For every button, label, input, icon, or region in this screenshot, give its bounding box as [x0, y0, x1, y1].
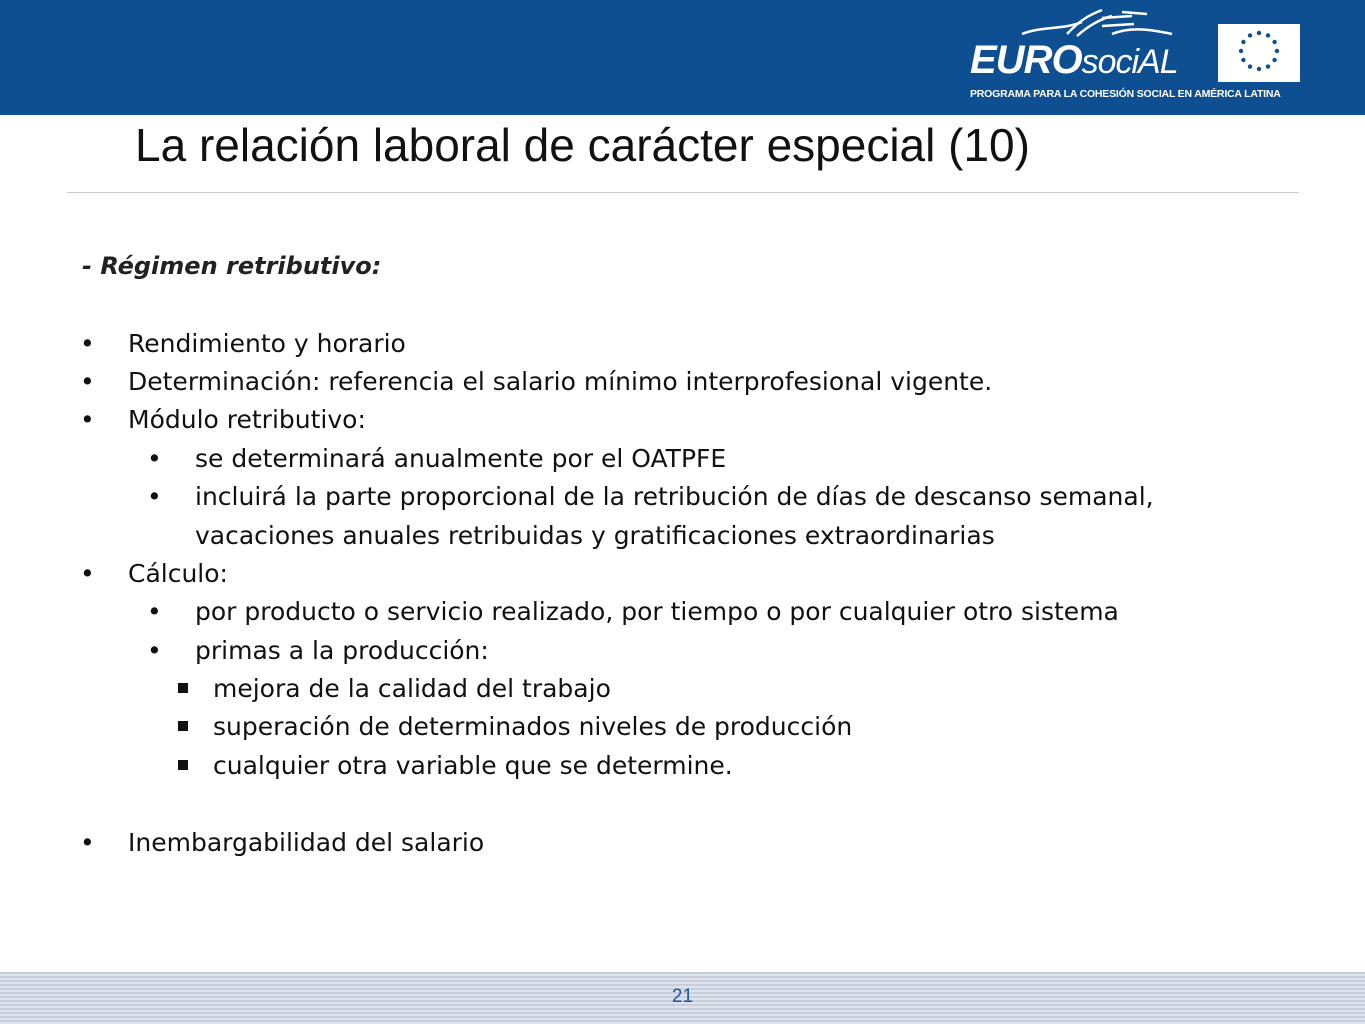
list-item: Determinación: referencia el salario mínimo interprofesional vigente.	[128, 367, 993, 396]
bullet-icon: •	[80, 559, 95, 588]
bullet-icon: •	[147, 597, 162, 626]
bullet-icon: •	[80, 828, 95, 857]
section-heading: - Régimen retributivo:	[82, 252, 382, 280]
logo-tagline: PROGRAMA PARA LA COHESIÓN SOCIAL EN AMÉRICA LATINA	[970, 88, 1281, 100]
sub-sub-list-item: mejora de la calidad del trabajo	[213, 674, 611, 703]
logo-word-social: sociAL	[1081, 43, 1178, 81]
eu-flag-icon	[1218, 24, 1300, 82]
square-bullet-icon	[178, 683, 188, 693]
logo-wordmark	[970, 38, 1178, 83]
bullet-icon: •	[80, 329, 95, 358]
sub-list-item: primas a la producción:	[195, 636, 489, 665]
bullet-icon: •	[147, 444, 162, 473]
header-bar	[0, 0, 1365, 115]
sub-list-item-continuation: vacaciones anuales retribuidas y gratificaciones extraordinarias	[195, 521, 995, 550]
list-item: Inembargabilidad del salario	[128, 828, 485, 857]
title-divider	[67, 192, 1299, 193]
page-number: 21	[671, 986, 694, 1007]
list-item: Cálculo:	[128, 559, 228, 588]
list-item: Rendimiento y horario	[128, 329, 406, 358]
bullet-icon: •	[147, 482, 162, 511]
sub-sub-list-item: cualquier otra variable que se determine.	[213, 751, 733, 780]
sub-list-item: por producto o servicio realizado, por tiempo o por cualquier otro sistema	[195, 597, 1119, 626]
sub-list-item: incluirá la parte proporcional de la retribución de días de descanso semanal,	[195, 482, 1154, 511]
sub-sub-list-item: superación de determinados niveles de producción	[213, 712, 853, 741]
eurosocial-logo	[962, 4, 1307, 110]
list-item: Módulo retributivo:	[128, 405, 366, 434]
sub-list-item: se determinará anualmente por el OATPFE	[195, 444, 727, 473]
slide-title: La relación laboral de carácter especial (10)	[135, 119, 1030, 171]
square-bullet-icon	[178, 721, 188, 731]
bullet-icon: •	[147, 636, 162, 665]
bullet-icon: •	[80, 367, 95, 396]
square-bullet-icon	[178, 760, 188, 770]
logo-word-euro: EURO	[970, 38, 1082, 82]
bullet-icon: •	[80, 405, 95, 434]
